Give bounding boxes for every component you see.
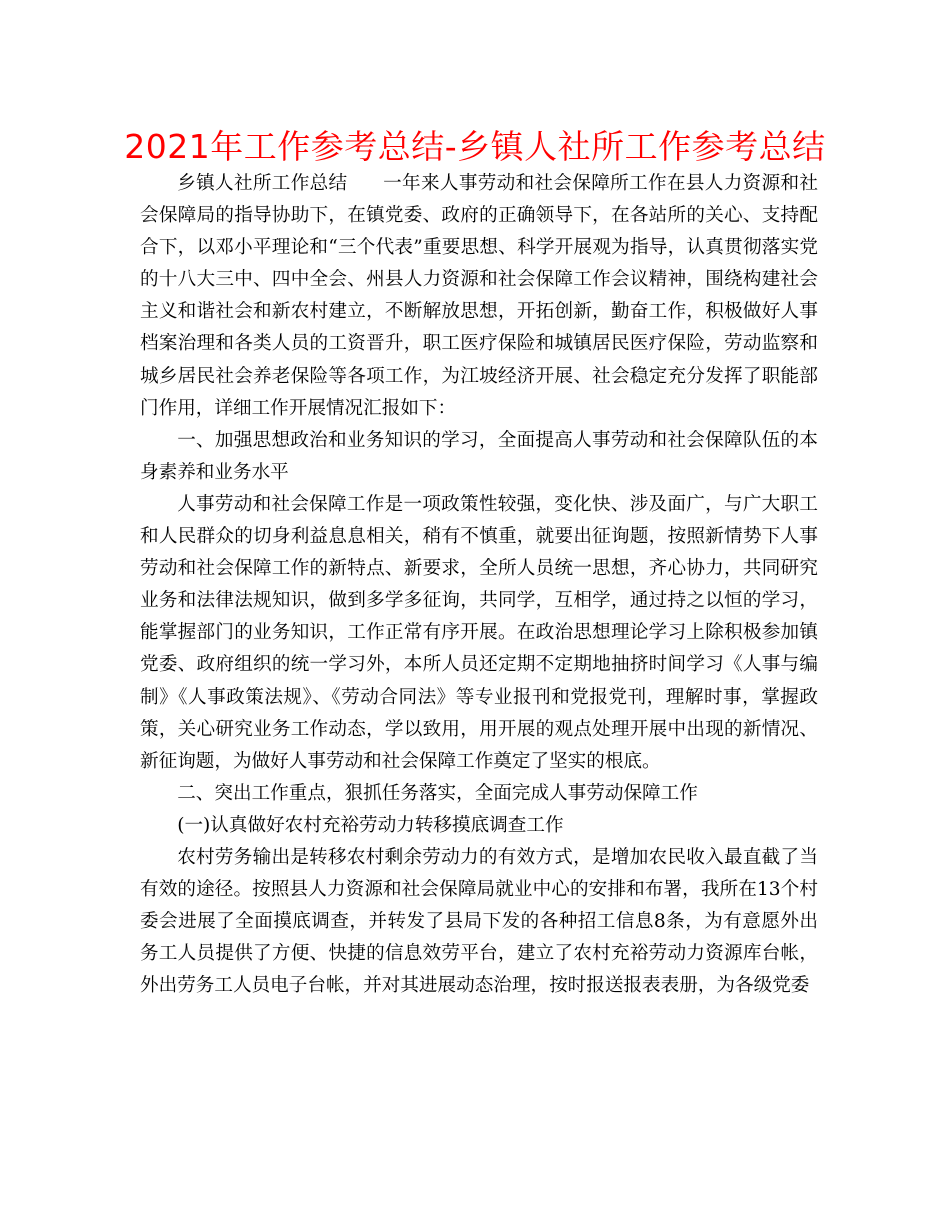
intro-lead: 乡镇人社所工作总结	[177, 173, 348, 194]
section-heading-1: 一、加强思想政治和业务知识的学习，全面提高人事劳动和社会保障队伍的本身素养和业务水平	[140, 429, 818, 483]
paragraph-intro	[140, 168, 818, 425]
section-heading-2: 二、突出工作重点，狠抓任务落实，全面完成人事劳动保障工作	[177, 782, 698, 804]
document-title: 2021年工作参考总结-乡镇人社所工作参考总结	[124, 127, 826, 166]
subsection-heading-1: (一)认真做好农村充裕劳动力转移摸底调查工作	[177, 814, 564, 836]
paragraph-study: 人事劳动和社会保障工作是一项政策性较强，变化快、涉及面广，与广大职工和人民群众的切身利益息息相关，稍有不慎重，就要出征询题，按照新情势下人事劳动和社会保障工作的新特点、新要求，全所人员统一思想，齐心协力，共同研究业务和法律法规知识，做到多学多征询，共同学，互相学，通过持之以恒的学习，能掌握部门的业务知识，工作正常有序开展。在政治思想理论学习上除积极参加镇党委、政府组织的统一学习外，本所人员还定期不定期地抽挤时间学习《人事与编制》《人事政策法规》、《劳动合同法》等专业报刊和党报党刊，理解时事，掌握政策，关心研究业务工作动态，学以致用，用开展的观点处理开展中出现的新情况、新征询题，为做好人事劳动和社会保障工作奠定了坚实的根底。	[140, 493, 818, 772]
intro-text: 一年来人事劳动和社会保障所工作在县人力资源和社会保障局的指导协助下，在镇党委、政府的正确领导下，在各站所的关心、支持配合下，以邓小平理论和“三个代表”重要思想、科学开展观为指导，认真贯彻落实党的十八大三中、四中全会、州县人力资源和社会保障工作会议精神，围绕构建社会主义和谐社会和新农村建立，不断解放思想，开拓创新，勤奋工作，积极做好人事档案治理和各类人员的工资晋升，职工医疗保险和城镇居民医疗保险，劳动监察和城乡居民社会养老保险等各项工作，为江坡经济开展、社会稳定充分发挥了职能部门作用，详细工作开展情况汇报如下：	[140, 173, 818, 419]
document-body	[140, 168, 818, 1002]
paragraph-labor-transfer: 农村劳务输出是转移农村剩余劳动力的有效方式，是增加农民收入最直截了当有效的途径。按照县人力资源和社会保障局就业中心的安排和布署，我所在13个村委会进展了全面摸底调查，并转发了县局下发的各种招工信息8条，为有意愿外出务工人员提供了方便、快捷的信息效劳平台，建立了农村充裕劳动力资源库台帐，外出劳务工人员电子台帐，并对其进展动态治理，按时报送报表表册，为各级党委	[140, 846, 818, 997]
